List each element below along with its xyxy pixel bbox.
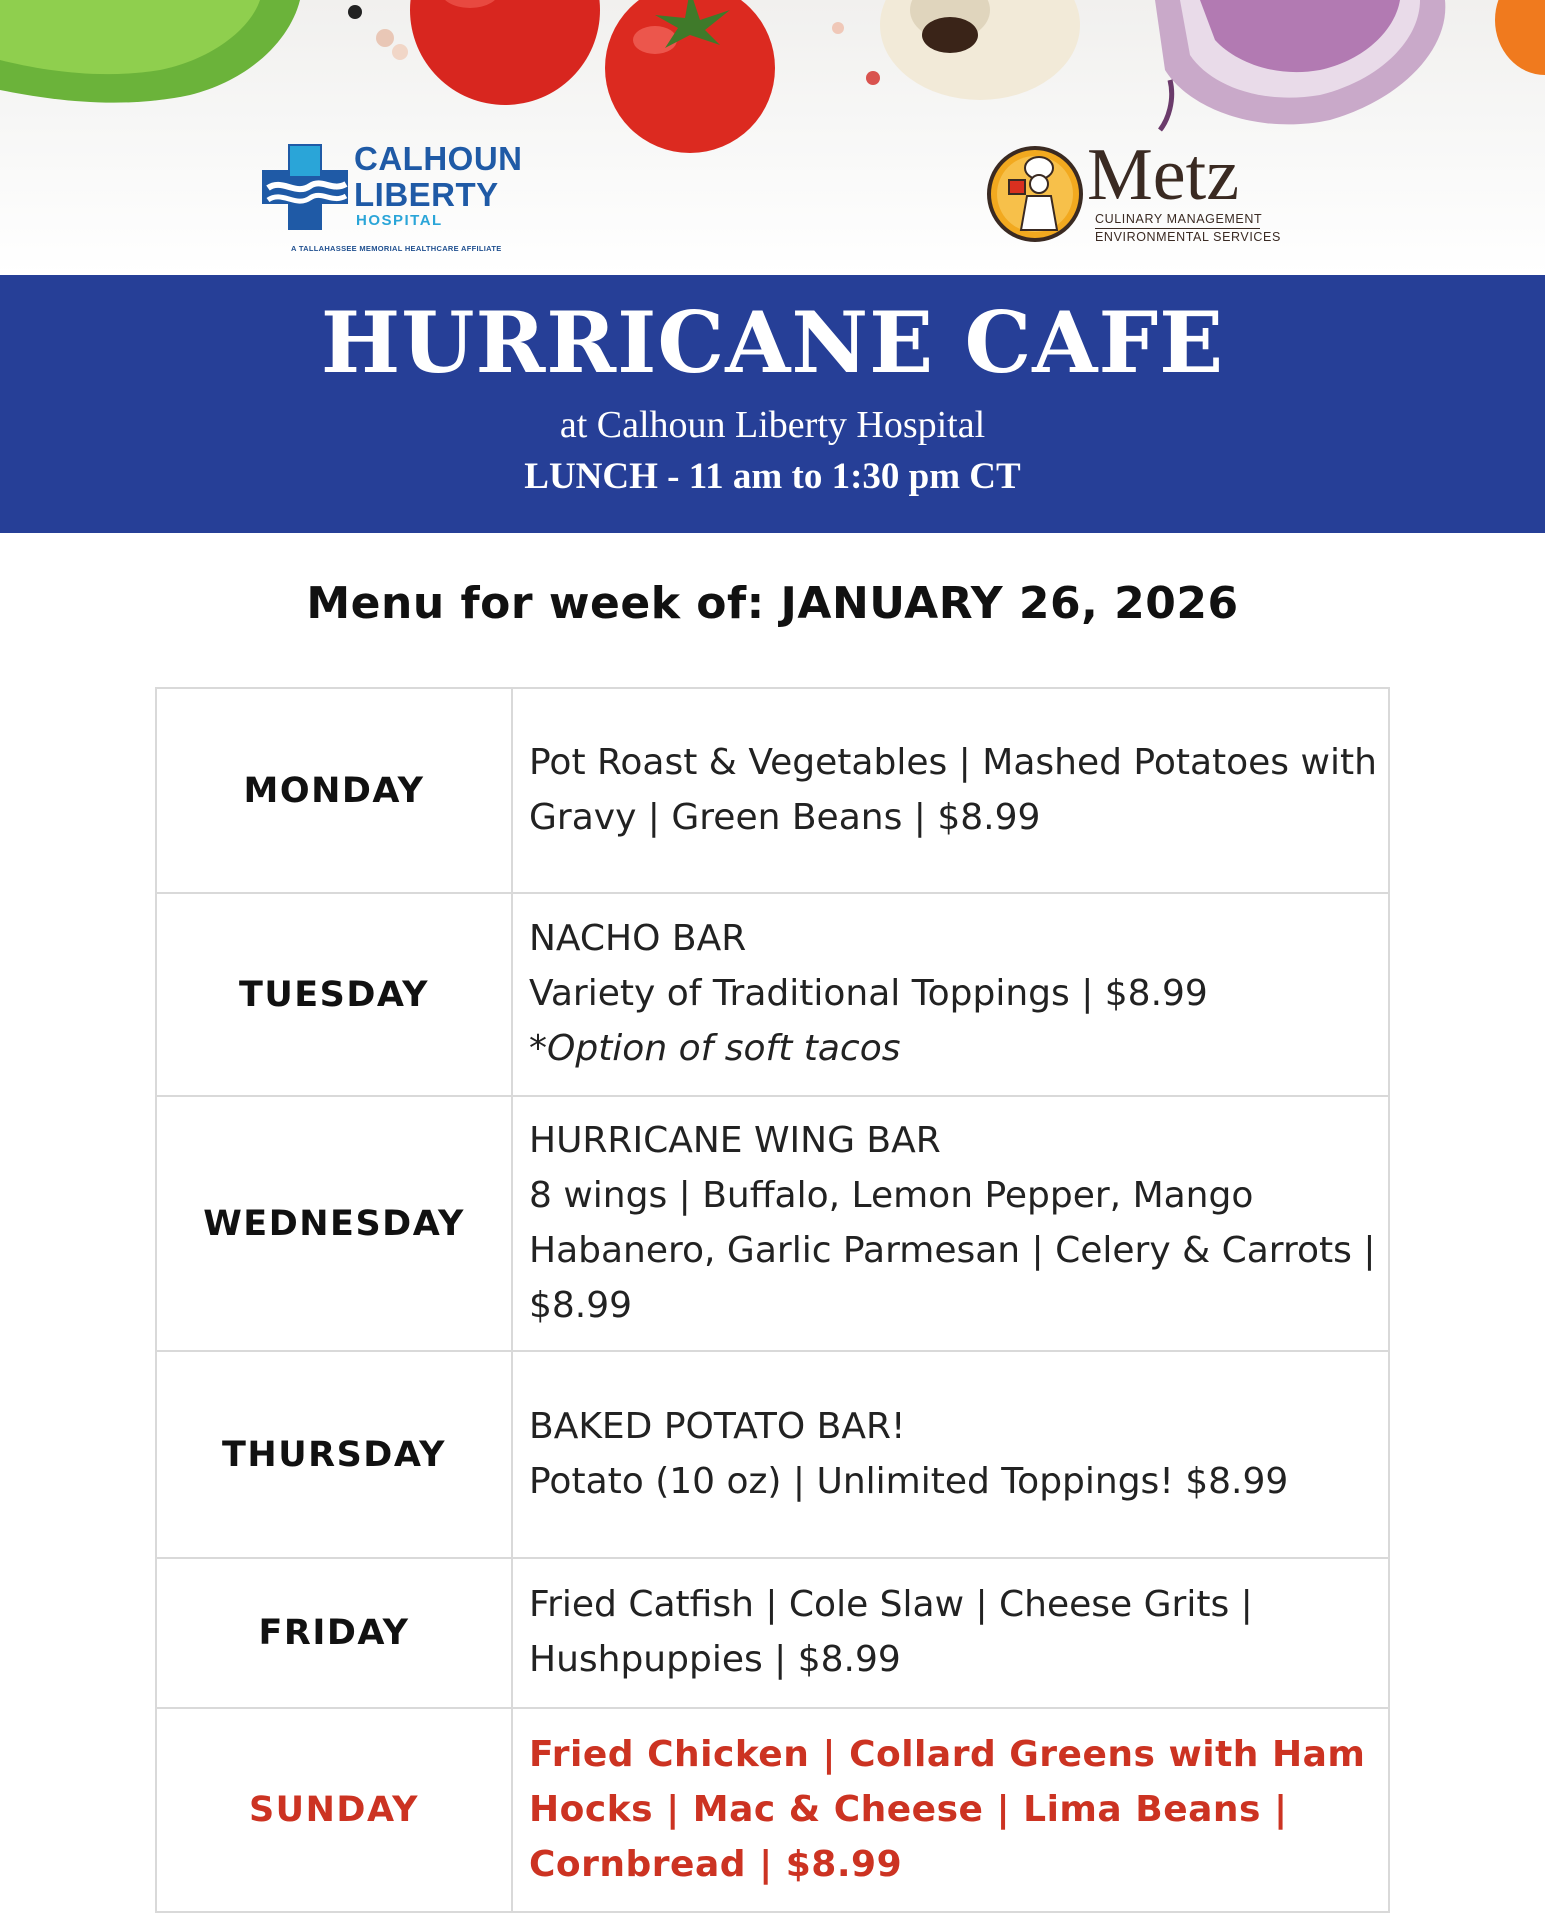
menu-line: Variety of Traditional Toppings | $8.99 — [529, 973, 1208, 1014]
metz-subline-culinary: CULINARY MANAGEMENT — [1095, 212, 1263, 226]
hospital-cross-icon — [262, 144, 348, 230]
menu-row-sunday — [156, 1708, 1389, 1912]
menu-row-wednesday — [156, 1096, 1389, 1351]
day-label: THURSDAY — [156, 1351, 512, 1558]
cafe-subtitle: at Calhoun Liberty Hospital — [559, 404, 986, 446]
week-heading: Menu for week of: JANUARY 26, 2026 — [306, 578, 1239, 629]
menu-row-thursday — [156, 1351, 1389, 1558]
day-label: SUNDAY — [156, 1708, 512, 1912]
logo-line-liberty: LIBERTY — [354, 176, 499, 213]
metz-logo — [987, 134, 1287, 252]
menu-description — [512, 1708, 1389, 1912]
menu-description — [512, 1351, 1389, 1558]
menu-description — [512, 893, 1389, 1096]
menu-line: BAKED POTATO BAR! — [529, 1405, 906, 1447]
day-label: TUESDAY — [156, 893, 512, 1096]
logo-line-calhoun: CALHOUN — [354, 140, 523, 177]
menu-row-tuesday — [156, 893, 1389, 1096]
day-label: MONDAY — [156, 688, 512, 893]
lunch-hours: LUNCH - 11 am to 1:30 pm CT — [524, 456, 1021, 497]
menu-line: HURRICANE WING BAR — [529, 1119, 941, 1161]
menu-row-monday — [156, 688, 1389, 893]
menu-line: Fried Catfish | Cole Slaw | Cheese Grits | Hushpuppies | $8.99 — [529, 1584, 1253, 1680]
metz-subline-environmental: ENVIRONMENTAL SERVICES — [1095, 230, 1281, 244]
menu-line: Potato (10 oz) | Unlimited Toppings! $8.99 — [529, 1460, 1289, 1502]
cafe-title: HURRICANE CAFE — [320, 293, 1225, 392]
menu-line: Fried Chicken | Collard Greens with Ham Hocks | Mac & Cheese | Lima Beans | Cornbread | $8.99 — [529, 1733, 1366, 1885]
menu-line: Pot Roast & Vegetables | Mashed Potatoes with Gravy | Green Beans | $8.99 — [529, 741, 1377, 838]
title-banner — [0, 275, 1545, 533]
weekly-menu-table — [155, 687, 1390, 1913]
logo-tagline: A TALLAHASSEE MEMORIAL HEALTHCARE AFFILIATE — [291, 244, 502, 253]
header-photo — [0, 0, 1545, 275]
logo-line-hospital: HOSPITAL — [356, 212, 443, 229]
chef-medallion-icon — [987, 146, 1083, 242]
menu-note: *Option of soft tacos — [529, 1028, 901, 1069]
vegetables-illustration — [0, 0, 1545, 275]
menu-description — [512, 1558, 1389, 1708]
day-label: FRIDAY — [156, 1558, 512, 1708]
calhoun-liberty-hospital-logo — [262, 138, 542, 258]
day-label: WEDNESDAY — [156, 1096, 512, 1351]
metz-divider — [1095, 228, 1260, 229]
menu-row-friday — [156, 1558, 1389, 1708]
menu-description — [512, 1096, 1389, 1351]
menu-line: 8 wings | Buffalo, Lemon Pepper, Mango Habanero, Garlic Parmesan | Celery & Carrots | $8.99 — [529, 1174, 1376, 1326]
menu-line: NACHO BAR — [529, 918, 747, 959]
menu-description — [512, 688, 1389, 893]
metz-wordmark: Metz — [1087, 134, 1240, 216]
